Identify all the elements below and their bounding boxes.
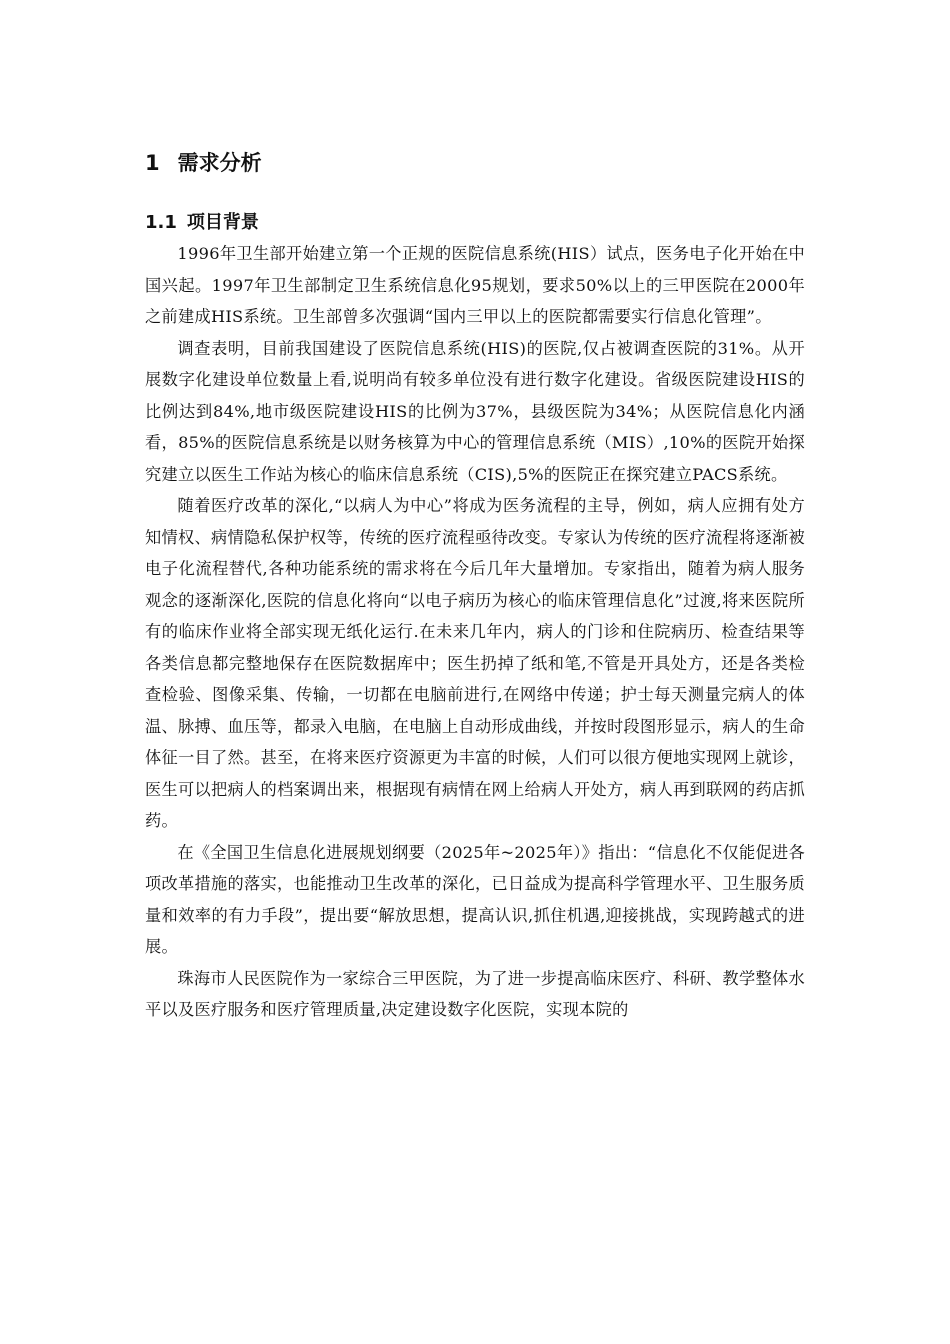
chapter-heading bbox=[145, 150, 805, 176]
paragraph-5: 珠海市人民医院作为一家综合三甲医院，为了进一步提高临床医疗、科研、教学整体水平以及医疗服务和医疗管理质量,决定建设数字化医院，实现本院的 bbox=[145, 968, 805, 1019]
paragraph-3: 随着医疗改革的深化,“以病人为中心”将成为医务流程的主导，例如，病人应拥有处方知情权、病情隐私保护权等，传统的医疗流程亟待改变。专家认为传统的医疗流程将逐渐被电子化流程替代,各种功能系统的需求将在今后几年大量增加。专家指出，随着为病人服务观念的逐渐深化,医院的信息化将向“以电子病历为核心的临床管理信息化”过渡,将来医院所有的临床作业将全部实现无纸化运行.在未来几年内，病人的门诊和住院病历、检查结果等各类信息都完整地保存在医院数据库中；医生扔掉了纸和笔,不管是开具处方，还是各类检查检验、图像采集、传输，一切都在电脑前进行,在网络中传递；护士每天测量完病人的体温、脉搏、血压等，都录入电脑，在电脑上自动形成曲线，并按时段图形显示，病人的生命体征一目了然。甚至，在将来医疗资源更为丰富的时候，人们可以很方便地实现网上就诊，医生可以把病人的档案调出来，根据现有病情在网上给病人开处方，病人再到联网的药店抓药。 bbox=[145, 496, 805, 830]
paragraph-2: 调查表明，目前我国建设了医院信息系统(HIS)的医院,仅占被调查医院的31%。从开展数字化建设单位数量上看,说明尚有较多单位没有进行数字化建设。省级医院建设HIS的比例达到84%,地市级医院建设HIS的比例为37%，县级医院为34%；从医院信息化内涵看，85%的医院信息系统是以财务核算为中心的管理信息系统（MIS）,10%的医院开始探究建立以医生工作站为核心的临床信息系统（CIS),5%的医院正在探究建立PACS系统。 bbox=[145, 338, 805, 484]
chapter-title: 需求分析 bbox=[177, 151, 262, 175]
section-number: 1.1 bbox=[145, 212, 177, 233]
paragraph-4: 在《全国卫生信息化进展规划纲要（2025年~2025年）》指出：“信息化不仅能促进各项改革措施的落实，也能推动卫生改革的深化，已日益成为提高科学管理水平、卫生服务质量和效率的有力手段”，提出要“解放思想，提高认识,抓住机遇,迎接挑战，实现跨越式的进展。 bbox=[145, 842, 805, 956]
section-title: 项目背景 bbox=[186, 212, 259, 233]
document-page bbox=[145, 150, 805, 1026]
chapter-number: 1 bbox=[145, 151, 160, 175]
section-heading bbox=[145, 211, 805, 235]
paragraph-1: 1996年卫生部开始建立第一个正规的医院信息系统(HIS）试点，医务电子化开始在中国兴起。1997年卫生部制定卫生系统信息化95规划，要求50%以上的三甲医院在2000年之前建成HIS系统。卫生部曾多次强调“国内三甲以上的医院都需要实行信息化管理”。 bbox=[145, 244, 805, 326]
